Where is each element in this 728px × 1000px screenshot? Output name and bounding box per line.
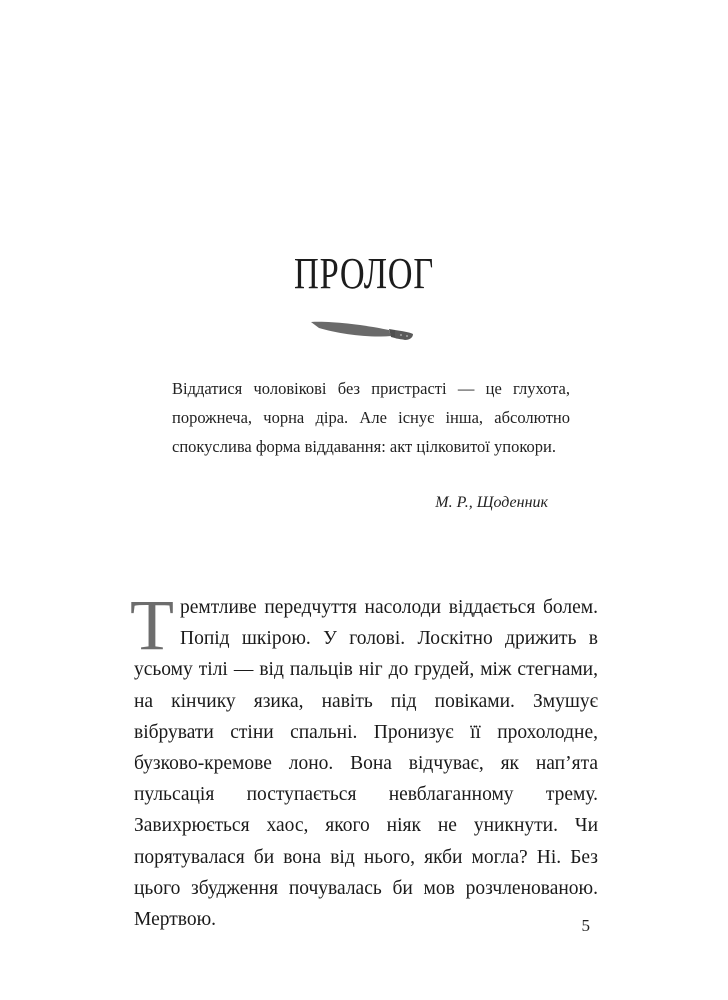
epigraph-source: М. Р., Щоденник (435, 494, 548, 511)
drop-cap: Т (130, 585, 174, 665)
chapter-title: ПРОЛОГ (294, 249, 434, 298)
page-number: 5 (581, 916, 590, 935)
prologue-paragraph (130, 585, 598, 935)
epigraph-text: Віддатися чоловікові без пристрасті — це глухота, порожнеча, чорна діра. Але існує інша, абсолютно спокуслива форма віддавання: акт цілковитої упокори. (172, 379, 570, 456)
paragraph-text: ремтливе передчуття насолоди віддається болем. Попід шкірою. У голові. Лоскітно дрижить в усьому тілі — від пальців ніг до грудей, між стегнами, на кінчику язика, навіть під повіками. Змушує вібрувати стіни спальні. Пронизує її прохолодне, бузково-кремове лоно. Вона відчуває, як нап’ята пульсація поступається невблаганному трему. Завихрюється хаос, якого ніяк не уникнути. Чи порятувалася би вона від нього, якби могла? Ні. Без цього збудження почувалась би мов розчленованою. Мертвою. (134, 597, 598, 931)
knife-icon (309, 316, 415, 346)
